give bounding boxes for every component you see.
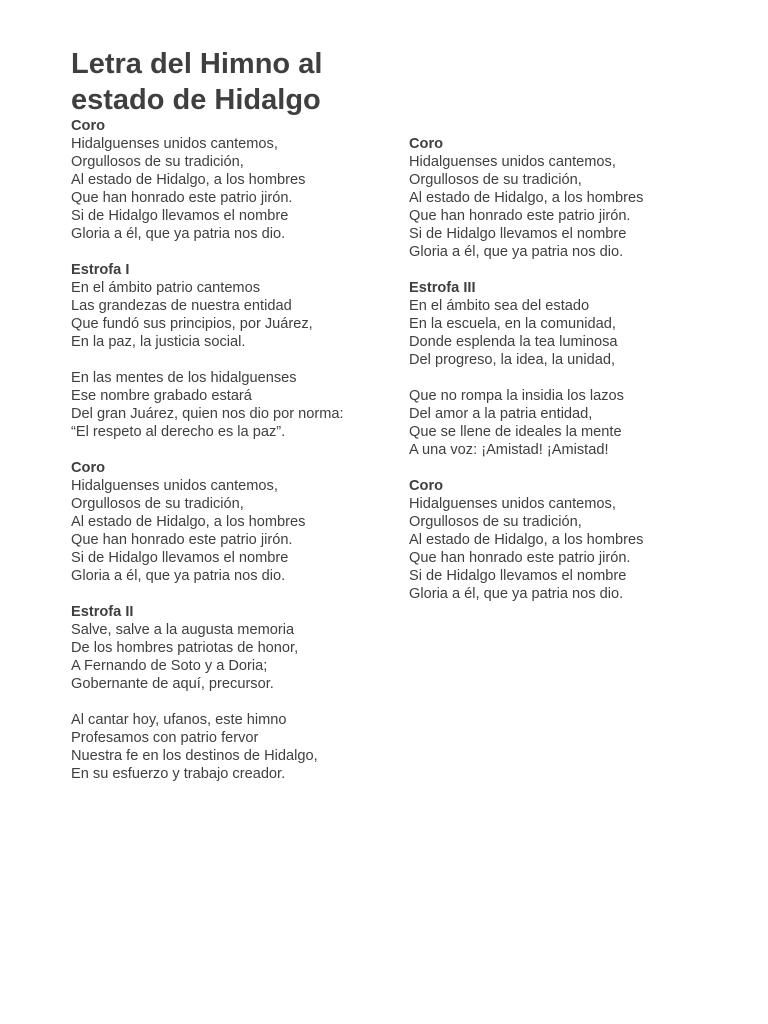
lyric-line: Orgullosos de su tradición, (71, 496, 244, 512)
stanza-heading: Estrofa III (409, 280, 476, 296)
lyric-line: Si de Hidalgo llevamos el nombre (409, 568, 627, 584)
lyric-line: Al estado de Hidalgo, a los hombres (409, 532, 644, 548)
stanza-heading: Coro (71, 460, 106, 476)
lyric-line: Gloria a él, que ya patria nos dio. (409, 586, 624, 602)
stanza-heading: Coro (409, 136, 444, 152)
lyric-line: Al cantar hoy, ufanos, este himno (71, 712, 287, 728)
lyric-line: En el ámbito patrio cantemos (71, 280, 261, 296)
lyric-line: Del amor a la patria entidad, (409, 406, 593, 422)
lyric-line: Hidalguenses unidos cantemos, (409, 154, 616, 170)
lyric-line: Donde esplenda la tea luminosa (409, 334, 618, 350)
lyric-line: Que fundó sus principios, por Juárez, (71, 316, 313, 332)
lyric-line: Del gran Juárez, quien nos dio por norma: (71, 406, 344, 422)
lyric-line: Profesamos con patrio fervor (71, 730, 259, 746)
lyric-line: Hidalguenses unidos cantemos, (409, 496, 616, 512)
lyric-line: Que han honrado este patrio jirón. (71, 190, 293, 206)
lyric-line: Que han honrado este patrio jirón. (71, 532, 293, 548)
lyric-line: “El respeto al derecho es la paz”. (71, 424, 286, 440)
lyric-line: Las grandezas de nuestra entidad (71, 298, 292, 314)
lyric-line: Si de Hidalgo llevamos el nombre (409, 226, 627, 242)
stanza-continuation (71, 369, 344, 441)
stanza-continuation (71, 711, 344, 783)
lyric-line: Orgullosos de su tradición, (409, 172, 582, 188)
stanza-estrofa-iii (409, 279, 643, 369)
stanza-heading: Estrofa II (71, 604, 134, 620)
stanza-heading: Coro (409, 478, 444, 494)
stanza-heading: Coro (71, 118, 106, 134)
lyric-line: Gloria a él, que ya patria nos dio. (71, 226, 286, 242)
stanza-coro (71, 117, 344, 243)
lyric-line: Nuestra fe en los destinos de Hidalgo, (71, 748, 318, 764)
lyric-line: Gloria a él, que ya patria nos dio. (409, 244, 624, 260)
lyric-line: Que han honrado este patrio jirón. (409, 208, 631, 224)
right-column (409, 135, 643, 621)
stanza-estrofa-ii (71, 603, 344, 693)
lyric-line: Al estado de Hidalgo, a los hombres (71, 514, 306, 530)
stanza-heading: Estrofa I (71, 262, 130, 278)
lyric-line: En las mentes de los hidalguenses (71, 370, 297, 386)
left-column (71, 117, 344, 801)
lyric-line: A Fernando de Soto y a Doria; (71, 658, 268, 674)
lyric-line: Ese nombre grabado estará (71, 388, 252, 404)
stanza-coro (71, 459, 344, 585)
lyric-line: Hidalguenses unidos cantemos, (71, 478, 278, 494)
lyric-line: Que se llene de ideales la mente (409, 424, 622, 440)
lyric-line: Del progreso, la idea, la unidad, (409, 352, 616, 368)
lyric-line: En la paz, la justicia social. (71, 334, 246, 350)
lyric-line: Si de Hidalgo llevamos el nombre (71, 208, 289, 224)
lyric-line: Salve, salve a la augusta memoria (71, 622, 295, 638)
lyric-line: Hidalguenses unidos cantemos, (71, 136, 278, 152)
stanza-coro (409, 135, 643, 261)
page-title: Letra del Himno al estado de Hidalgo (71, 48, 323, 116)
stanza-estrofa-i (71, 261, 344, 351)
lyric-line: Gobernante de aquí, precursor. (71, 676, 274, 692)
lyric-line: De los hombres patriotas de honor, (71, 640, 299, 656)
lyric-line: Que no rompa la insidia los lazos (409, 388, 624, 404)
lyric-line: Orgullosos de su tradición, (71, 154, 244, 170)
lyric-line: En el ámbito sea del estado (409, 298, 590, 314)
lyric-line: Que han honrado este patrio jirón. (409, 550, 631, 566)
lyric-line: En la escuela, en la comunidad, (409, 316, 616, 332)
lyric-line: Al estado de Hidalgo, a los hombres (71, 172, 306, 188)
lyric-line: En su esfuerzo y trabajo creador. (71, 766, 286, 782)
stanza-continuation (409, 387, 643, 459)
lyric-line: Al estado de Hidalgo, a los hombres (409, 190, 644, 206)
lyric-line: Orgullosos de su tradición, (409, 514, 582, 530)
lyric-line: Si de Hidalgo llevamos el nombre (71, 550, 289, 566)
lyric-line: Gloria a él, que ya patria nos dio. (71, 568, 286, 584)
lyric-line: A una voz: ¡Amistad! ¡Amistad! (409, 442, 609, 458)
stanza-coro (409, 477, 643, 603)
